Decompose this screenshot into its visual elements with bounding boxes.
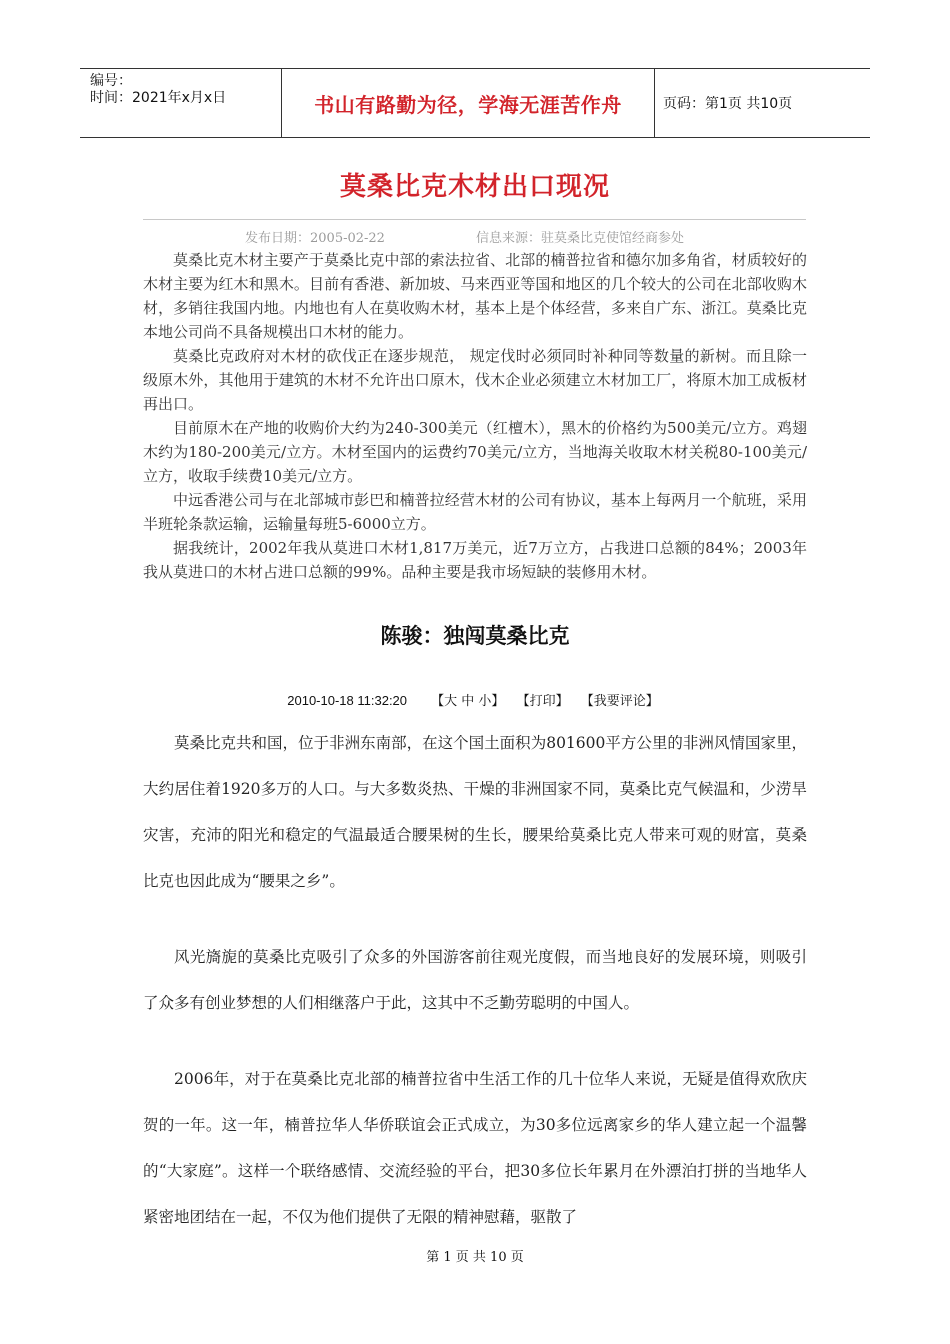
article1-publish-date: 发布日期：2005-02-22 xyxy=(245,231,385,246)
article2-title: 陈骏：独闯莫桑比克 xyxy=(380,624,570,648)
article2-paragraph: 莫桑比克共和国，位于非洲东南部，在这个国土面积为801600平方公里的非洲风情国家里，大约居住着1920多万的人口。与大多数炎热、干燥的非洲国家不同，莫桑比克气候温和，少涝旱灾害，充沛的阳光和稳定的气温最适合腰果树的生长，腰果给莫桑比克人带来可观的财富，莫桑比克也因此成为“腰果之乡”。 xyxy=(143,734,807,890)
article1-body xyxy=(143,248,807,584)
article2-body xyxy=(143,720,807,1270)
page-footer: 第 1 页 共 10 页 xyxy=(426,1250,524,1265)
article1-paragraph: 据我统计，2002年我从莫进口木材1,817万美元，近7万立方，占我进口总额的84%；2003年我从莫进口的木材占进口总额的99%。品种主要是我市场短缺的装修用木材。 xyxy=(143,539,807,581)
document-number-label: 编号： xyxy=(90,73,132,89)
article1-paragraph: 目前原木在产地的收购价大约为240-300美元（红檀木），黑木的价格约为500美元/立方。鸡翅木约为180-200美元/立方。木材至国内的运费约70美元/立方，当地海关收取木材关税80-100美元/立方，收取手续费10美元/立方。 xyxy=(143,419,807,485)
article2-paragraph: 2006年，对于在莫桑比克北部的楠普拉省中生活工作的几十位华人来说，无疑是值得欢欣庆贺的一年。这一年，楠普拉华人华侨联谊会正式成立，为30多位远离家乡的华人建立起一个温馨的“大家庭”。这样一个联络感情、交流经验的平台，把30多位长年累月在外漂泊打拼的当地华人紧密地团结在一起，不仅为他们提供了无限的精神慰藉，驱散了 xyxy=(143,1070,807,1226)
article1-paragraph: 莫桑比克政府对木材的砍伐正在逐步规范， 规定伐时必须同时补种同等数量的新树。而且除一级原木外，其他用于建筑的木材不允许出口原木，伐木企业必须建立木材加工厂，将原木加工成板材再出口。 xyxy=(143,347,807,413)
article1-title: 莫桑比克木材出口现况 xyxy=(339,172,610,202)
article1-paragraph: 莫桑比克木材主要产于莫桑比克中部的索法拉省、北部的楠普拉省和德尔加多角省，材质较好的木材主要为红木和黑木。目前有香港、新加坡、马来西亚等国和地区的几个较大的公司在北部收购木材，多销往我国内地。内地也有人在莫收购木材，基本上是个体经营，多来自广东、浙江。莫桑比克本地公司尚不具备规模出口木材的能力。 xyxy=(143,251,807,341)
header-page-info: 页码：第1页 共10页 xyxy=(663,96,793,112)
document-header xyxy=(80,68,870,138)
document-time-label: 时间：2021年x月x日 xyxy=(90,90,227,106)
article2-paragraph: 风光旖旎的莫桑比克吸引了众多的外国游客前往观光度假，而当地良好的发展环境，则吸引了众多有创业梦想的人们相继落户于此，这其中不乏勤劳聪明的中国人。 xyxy=(143,948,807,1012)
title-divider xyxy=(143,219,806,220)
font-size-control[interactable]: 【大 中 小】 xyxy=(431,694,505,709)
print-button[interactable]: 【打印】 xyxy=(516,694,569,709)
comment-button[interactable]: 【我要评论】 xyxy=(580,694,659,709)
article1-source: 信息来源：驻莫桑比克使馆经商参处 xyxy=(476,231,685,246)
header-motto: 书山有路勤为径，学海无涯苦作舟 xyxy=(281,69,655,137)
article1-paragraph: 中远香港公司与在北部城市彭巴和楠普拉经营木材的公司有协议，基本上每两月一个航班，采用半班轮条款运输，运输量每班5-6000立方。 xyxy=(143,491,807,533)
header-meta-cell xyxy=(80,69,281,137)
article2-datetime: 2010-10-18 11:32:20 xyxy=(287,693,408,708)
article2-info-bar xyxy=(0,690,950,709)
